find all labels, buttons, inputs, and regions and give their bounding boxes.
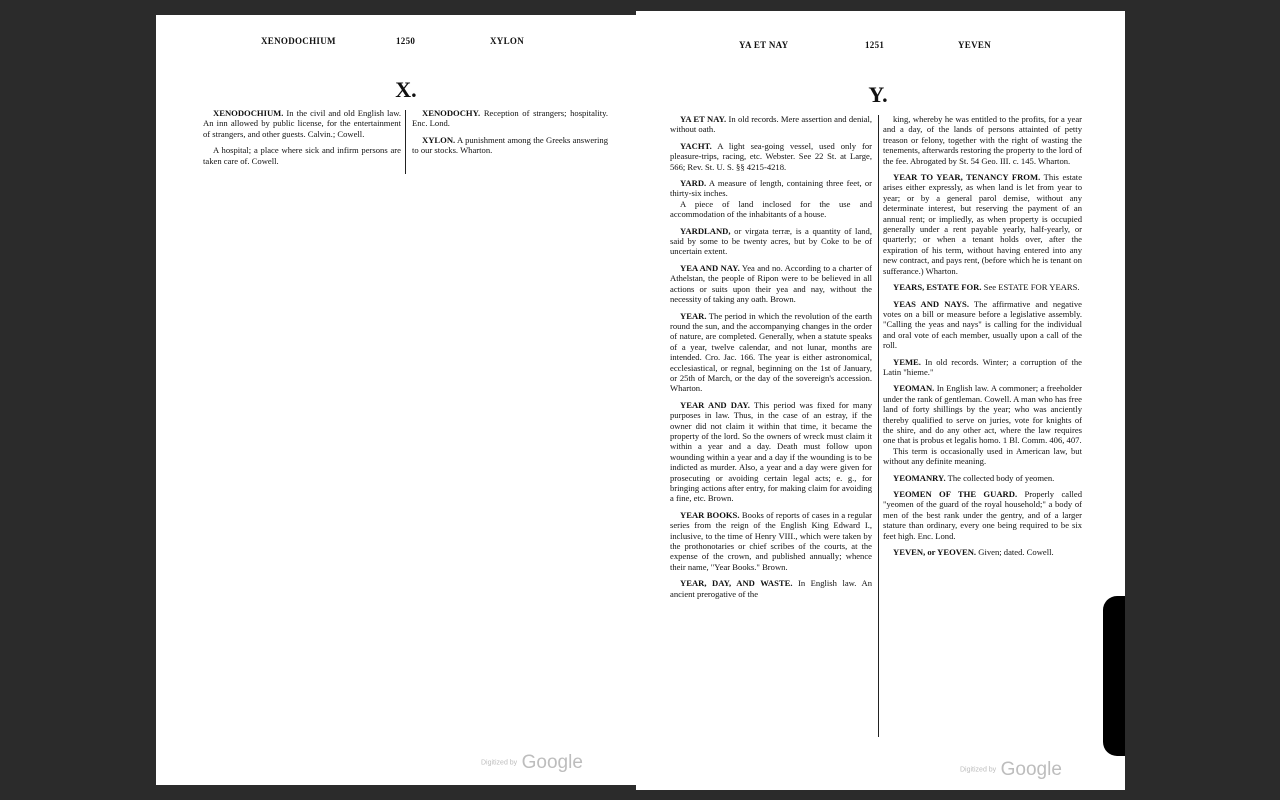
page-number: 1250: [396, 36, 416, 46]
entry: [883, 172, 1082, 276]
entry-headword: YEAR BOOKS.: [680, 509, 740, 520]
entry: [203, 108, 401, 139]
entry-headword: YACHT.: [680, 140, 712, 151]
digitized-by-google-watermark: [960, 759, 1062, 781]
entry-text: This period was fixed for many purposes in law. Thus, in the case of an estray, if the owner did not claim it within that time, it became the property of the lord. So the owners of wreck must claim it within a year and a day. Death must follow upon wounding within a year and a day if the wounding is to be indicted as murder. Also, a year and a day were given for prosecuting or avoiding certain legal acts; e. g., for bringing actions after entry, for making claim for avoiding a fine, etc. Brown.: [670, 399, 873, 504]
right-page-column-2: [883, 114, 1082, 563]
entry-headword: YA ET NAY.: [680, 114, 727, 124]
entry: [412, 108, 608, 129]
entry-text: In English law. A commoner; a freeholder under the rank of gentleman. Cowell. A man who has free land of forty shillings by the year; who was anciently thereby qualified to serve on juries, vote for knights of the shire, and do any other act, where the law requires one that is probus et legalis homo. 1 Bl. Comm. 406, 407.: [883, 383, 1082, 446]
entry: [670, 199, 872, 220]
entry-text: The collected body of yeomen.: [945, 472, 1055, 483]
entry: [670, 141, 872, 172]
entry-headword: YEAR TO YEAR, TENANCY FROM.: [893, 172, 1041, 183]
right-page: [636, 11, 1125, 790]
entry-text: Reception of strangers; hospitality. Enc. Lond.: [412, 108, 608, 129]
entry-headword: YEOMAN.: [893, 383, 935, 394]
entry: [883, 299, 1082, 351]
entry-text: See ESTATE FOR YEARS.: [981, 282, 1080, 293]
right-page-column-1: [670, 114, 872, 605]
entry-text: A measure of length, containing three feet, or thirty-six inches.: [670, 178, 872, 199]
entry-headword: XENODOCHY.: [422, 108, 481, 118]
entry-headword: XYLON.: [422, 134, 456, 145]
entry-text: In English law. An ancient prerogative of the: [670, 578, 873, 599]
entry-headword: YEAS AND NAYS.: [893, 298, 969, 309]
entry-text: A light sea-going vessel, used only for pleasure-trips, racing, etc. Webster. See 22 St. at Large, 566; Rev. St. U. S. §§ 4215-4218.: [670, 140, 872, 172]
entry: [670, 400, 872, 504]
entry-text: In old records. Winter; a corruption of the Latin "hieme.": [883, 356, 1082, 377]
entry-text: In the civil and old English law. An inn allowed by public license, for the entertainment of strangers, and other guests. Calvin.; Cowell.: [203, 108, 401, 139]
running-head-right: XYLON: [490, 36, 525, 46]
entry-headword: YEOMANRY.: [893, 472, 946, 483]
entry-headword: YEVEN, or YEOVEN.: [893, 547, 977, 558]
section-letter: Y.: [868, 82, 888, 107]
entry-headword: YEAR, DAY, AND WASTE.: [680, 578, 793, 589]
entry-text: Books of reports of cases in a regular series from the reign of the English King Edward I., inclusive, to the time of Henry VIII., which were taken by the prothonotaries or chief scribes of the courts, at the expense of the crown, and published annually; whence their name, "Year Books." Brown.: [670, 509, 872, 572]
entry-text: A piece of land inclosed for the use and accommodation of the inhabitants of a house.: [670, 198, 872, 220]
entry-text: This term is occasionally used in American law, but without any definite meaning.: [883, 445, 1082, 467]
entry: [883, 383, 1082, 445]
entry: [670, 263, 872, 305]
entry-headword: YEA AND NAY.: [680, 262, 740, 273]
entry-text: Properly called "yeomen of the guard of the royal household;" a body of men of the best rank under the gentry, and of a larger stature than ordinary, every one being required to be six feet high. Enc. Lond.: [883, 489, 1082, 541]
entry-headword: YEAR.: [680, 310, 707, 321]
entry: [883, 114, 1082, 166]
entry: [883, 446, 1082, 467]
entry-text: A punishment among the Greeks answering to our stocks. Wharton.: [412, 134, 608, 156]
entry-text: Given; dated. Cowell.: [976, 547, 1054, 558]
entry: [670, 226, 872, 257]
entry-text: king, whereby he was entitled to the profits, for a year and a day, of the lands of persons attainted of petty treason or felony, together with the right of wasting the tenements, afterwards restoring the property to the lord of the fee. Abrogated by St. 54 Geo. III. c. 145. Wharton.: [883, 114, 1082, 166]
entry-text: Yea and no. According to a charter of Athelstan, the people of Ripon were to be believed in all actions or suits upon their yea and nay, without the necessity of taking any oath. Brown.: [670, 262, 872, 305]
entry-text: or virgata terræ, is a quantity of land, said by some to be twenty acres, but by Coke to be of uncertain extent.: [670, 225, 872, 257]
running-head-left: XENODOCHIUM: [261, 36, 336, 46]
entry: [670, 578, 872, 599]
entry-headword: XENODOCHIUM.: [213, 108, 284, 118]
entry: [883, 357, 1082, 378]
left-page-column-1: [203, 108, 401, 172]
entry-headword: YEAR AND DAY.: [680, 399, 750, 410]
watermark-small: Digitized by: [960, 766, 997, 774]
column-rule: [405, 110, 406, 174]
entry-text: The affirmative and negative votes on a bill or measure before a legislative assembly. "Calling the yeas and nays" is calling for the individual and oral vote of each member, usually upon a call of the roll.: [883, 298, 1082, 351]
entry-headword: YEARS, ESTATE FOR.: [893, 282, 982, 293]
entry: [883, 473, 1082, 483]
left-page-column-2: [412, 108, 608, 162]
entry: [883, 547, 1082, 557]
entry: [203, 145, 401, 166]
entry-headword: YEME.: [893, 356, 921, 367]
entry-text: In old records. Mere assertion and denial, without oath.: [670, 114, 872, 135]
running-head-right: YEVEN: [958, 40, 992, 50]
digitized-by-google-watermark: [481, 752, 583, 774]
page-number: 1251: [865, 40, 885, 50]
entry: [670, 311, 872, 394]
entry: [670, 114, 872, 135]
column-rule: [878, 115, 879, 737]
entry: [670, 178, 872, 199]
entry-headword: YEOMEN OF THE GUARD.: [893, 489, 1018, 499]
entry-text: A hospital; a place where sick and infirm persons are taken care of. Cowell.: [203, 145, 401, 166]
watermark-google: Google: [1000, 759, 1062, 780]
watermark-small: Digitized by: [481, 759, 518, 767]
entry: [883, 489, 1082, 541]
section-letter: X.: [395, 77, 417, 102]
running-head-left: YA ET NAY: [739, 40, 789, 50]
entry-headword: YARDLAND,: [680, 225, 731, 236]
left-page: [156, 15, 636, 785]
entry: [883, 282, 1082, 292]
entry-text: This estate arises either expressly, as when land is let from year to year; or by a general parol demise, without any determinate interest, but reserving the payment of an annual rent; or impliedly, as when property is occupied generally under a rent payable yearly, half-yearly, or quarterly; or when a tenant holds over, after the expiration of his term, without having entered into any new contract, and pays rent, (before which he is tenant on sufferance.) Wharton.: [883, 172, 1083, 276]
scan-edge-artifact: [1103, 596, 1125, 756]
entry: [670, 510, 872, 572]
entry: [412, 135, 608, 156]
entry-headword: YARD.: [680, 178, 707, 189]
watermark-google: Google: [521, 752, 583, 773]
entry-text: The period in which the revolution of the earth round the sun, and the accompanying changes in the order of nature, are completed. Generally, when a statute speaks of a year, twelve calendar, and not lunar, months are intended. Cro. Jac. 166. The year is either astronomical, ecclesiastical, or regnal, beginning on the 1st of January, or 25th of March, or the day of the sovereign's accession. Wharton.: [670, 310, 872, 394]
